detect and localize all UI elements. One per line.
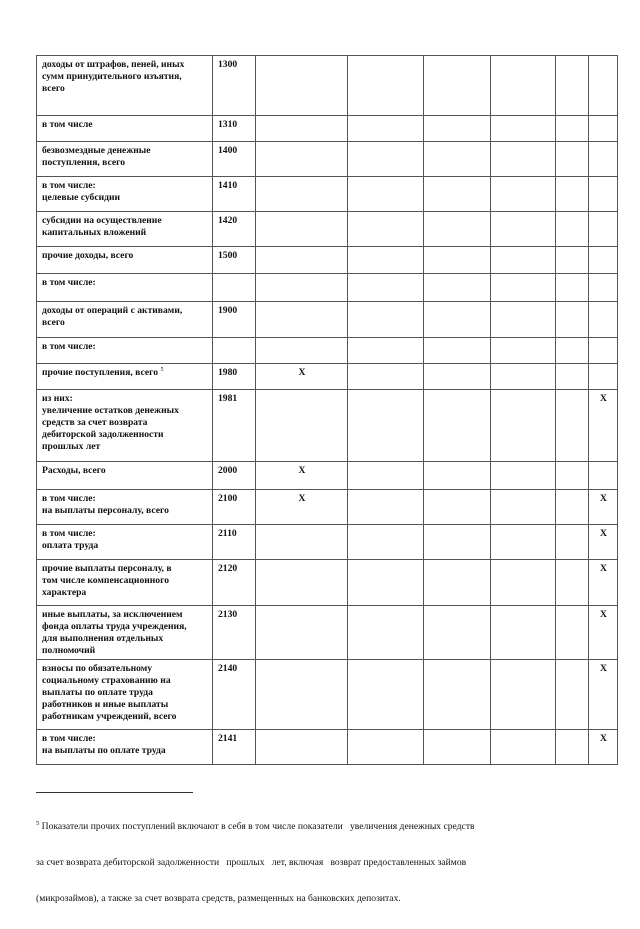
value-cell-col-6 (556, 525, 589, 560)
row-code: 1410 (213, 177, 256, 212)
value-cell-col-5 (491, 274, 556, 302)
value-cell-col-5 (491, 338, 556, 364)
footnote-number: 5 (36, 820, 40, 827)
value-cell-col-4 (424, 660, 491, 730)
value-cell-col-4 (424, 525, 491, 560)
row-code (213, 338, 256, 364)
row-indicator-name (37, 560, 213, 606)
value-cell-col-7 (589, 338, 618, 364)
financial-table (36, 55, 618, 765)
row-code: 2141 (213, 730, 256, 765)
row-indicator-name (37, 116, 213, 142)
value-cell-col-2: X (256, 490, 348, 525)
value-cell-col-7 (589, 116, 618, 142)
value-cell-col-3 (348, 247, 424, 274)
row-indicator-name (37, 462, 213, 490)
table-row (37, 560, 618, 606)
value-cell-col-2 (256, 274, 348, 302)
table-row (37, 302, 618, 338)
value-cell-col-2 (256, 560, 348, 606)
value-cell-col-2 (256, 177, 348, 212)
indicator-name-line: из них: (42, 393, 73, 404)
footnote-separator (36, 792, 193, 793)
indicator-name-line: всего (42, 83, 65, 94)
row-indicator-name (37, 525, 213, 560)
indicator-name-line: для выполнения отдельных (42, 633, 164, 644)
indicator-name-line: в том числе (42, 119, 93, 130)
value-cell-col-3 (348, 116, 424, 142)
value-cell-col-7: X (589, 490, 618, 525)
value-cell-col-4 (424, 390, 491, 462)
indicator-name-line: выплаты по оплате труда (42, 687, 153, 698)
value-cell-col-5 (491, 462, 556, 490)
table-row (37, 212, 618, 247)
row-code (213, 274, 256, 302)
row-indicator-name (37, 606, 213, 660)
value-cell-col-3 (348, 390, 424, 462)
value-cell-col-2: X (256, 364, 348, 390)
indicator-name-line: прочие доходы, всего (42, 250, 134, 261)
indicator-name-line: взносы по обязательному (42, 663, 153, 674)
indicator-name-line: характера (42, 587, 87, 598)
table-row (37, 660, 618, 730)
value-cell-col-2 (256, 606, 348, 660)
table-row (37, 525, 618, 560)
value-cell-col-6 (556, 490, 589, 525)
value-cell-col-7 (589, 274, 618, 302)
value-cell-col-5 (491, 560, 556, 606)
value-cell-col-3 (348, 462, 424, 490)
value-cell-col-3 (348, 364, 424, 390)
value-cell-col-3 (348, 274, 424, 302)
value-cell-col-6 (556, 302, 589, 338)
row-indicator-name (37, 274, 213, 302)
value-cell-col-6 (556, 660, 589, 730)
value-cell-col-5 (491, 525, 556, 560)
table-body (37, 56, 618, 765)
indicator-name-line: в том числе: (42, 493, 96, 504)
value-cell-col-7 (589, 364, 618, 390)
row-indicator-name (37, 247, 213, 274)
indicator-name-line: капитальных вложений (42, 227, 147, 238)
value-cell-col-2 (256, 525, 348, 560)
value-cell-col-3 (348, 606, 424, 660)
table-row (37, 462, 618, 490)
row-code: 2140 (213, 660, 256, 730)
indicator-name-line: увеличение остатков денежных (42, 405, 179, 416)
value-cell-col-5 (491, 142, 556, 177)
value-cell-col-5 (491, 247, 556, 274)
row-code: 2130 (213, 606, 256, 660)
row-code: 2100 (213, 490, 256, 525)
value-cell-col-2 (256, 247, 348, 274)
table-row (37, 338, 618, 364)
footnote (36, 797, 616, 929)
value-cell-col-2 (256, 390, 348, 462)
indicator-name-line: безвозмездные денежные (42, 145, 151, 156)
value-cell-col-3 (348, 525, 424, 560)
row-indicator-name (37, 177, 213, 212)
table-row (37, 490, 618, 525)
indicator-name-line: сумм принудительного изъятия, (42, 71, 182, 82)
indicator-name-line: прошлых лет (42, 441, 101, 452)
value-cell-col-6 (556, 142, 589, 177)
value-cell-col-6 (556, 462, 589, 490)
row-indicator-name (37, 390, 213, 462)
row-code: 1980 (213, 364, 256, 390)
indicator-name-line: доходы от штрафов, пеней, иных (42, 59, 185, 70)
row-indicator-name (37, 338, 213, 364)
value-cell-col-2 (256, 338, 348, 364)
indicator-name-line: на выплаты персоналу, всего (42, 505, 169, 516)
value-cell-col-7 (589, 56, 618, 116)
indicator-name-line: поступления, всего (42, 157, 126, 168)
row-indicator-name (37, 56, 213, 116)
indicator-name-line: фонда оплаты труда учреждения, (42, 621, 187, 632)
value-cell-col-4 (424, 247, 491, 274)
indicator-name-line: доходы от операций с активами, (42, 305, 183, 316)
value-cell-col-5 (491, 490, 556, 525)
value-cell-col-3 (348, 177, 424, 212)
value-cell-col-2 (256, 660, 348, 730)
row-code: 1400 (213, 142, 256, 177)
indicator-name-line: Расходы, всего (42, 465, 106, 476)
value-cell-col-7: X (589, 525, 618, 560)
value-cell-col-4 (424, 142, 491, 177)
value-cell-col-4 (424, 274, 491, 302)
value-cell-col-2 (256, 730, 348, 765)
value-cell-col-7 (589, 462, 618, 490)
value-cell-col-2: X (256, 462, 348, 490)
row-indicator-name (37, 364, 213, 390)
indicator-name-line: иные выплаты, за исключением (42, 609, 183, 620)
value-cell-col-5 (491, 364, 556, 390)
value-cell-col-3 (348, 56, 424, 116)
table-row (37, 364, 618, 390)
row-indicator-name (37, 490, 213, 525)
indicator-name-line: целевые субсидии (42, 192, 121, 203)
indicator-name-line: в том числе: (42, 528, 96, 539)
value-cell-col-2 (256, 56, 348, 116)
indicator-name-line: прочие поступления, всего $^5$ (42, 367, 164, 378)
value-cell-col-7 (589, 142, 618, 177)
value-cell-col-7: X (589, 730, 618, 765)
row-indicator-name (37, 142, 213, 177)
value-cell-col-5 (491, 660, 556, 730)
indicator-name-line: средств за счет возврата (42, 417, 148, 428)
indicator-name-line: том числе компенсационного (42, 575, 170, 586)
value-cell-col-3 (348, 490, 424, 525)
value-cell-col-6 (556, 247, 589, 274)
value-cell-col-5 (491, 177, 556, 212)
value-cell-col-3 (348, 338, 424, 364)
value-cell-col-6 (556, 730, 589, 765)
value-cell-col-4 (424, 338, 491, 364)
value-cell-col-4 (424, 177, 491, 212)
row-code: 1981 (213, 390, 256, 462)
indicator-name-line: в том числе: (42, 733, 96, 744)
indicator-name-line: работников и иные выплаты (42, 699, 169, 710)
table-row (37, 142, 618, 177)
value-cell-col-3 (348, 302, 424, 338)
row-code: 2000 (213, 462, 256, 490)
value-cell-col-5 (491, 606, 556, 660)
value-cell-col-3 (348, 730, 424, 765)
value-cell-col-4 (424, 606, 491, 660)
value-cell-col-3 (348, 142, 424, 177)
value-cell-col-2 (256, 142, 348, 177)
row-indicator-name (37, 302, 213, 338)
table-row (37, 247, 618, 274)
value-cell-col-2 (256, 116, 348, 142)
indicator-name-line: прочие выплаты персоналу, в (42, 563, 172, 574)
value-cell-col-7: X (589, 606, 618, 660)
value-cell-col-7 (589, 177, 618, 212)
value-cell-col-4 (424, 730, 491, 765)
footnote-line: (микрозаймов), а также за счет возврата средств, размещенных на банковских депозитах. (36, 893, 401, 904)
footnote-reference: 5 (160, 367, 164, 373)
value-cell-col-4 (424, 490, 491, 525)
value-cell-col-4 (424, 364, 491, 390)
value-cell-col-4 (424, 302, 491, 338)
value-cell-col-6 (556, 364, 589, 390)
indicator-name-line: полномочий (42, 645, 96, 656)
table-row (37, 56, 618, 116)
value-cell-col-5 (491, 212, 556, 247)
value-cell-col-3 (348, 660, 424, 730)
value-cell-col-6 (556, 177, 589, 212)
value-cell-col-7: X (589, 560, 618, 606)
indicator-name-line: на выплаты по оплате труда (42, 745, 166, 756)
row-indicator-name (37, 730, 213, 765)
value-cell-col-6 (556, 212, 589, 247)
value-cell-col-5 (491, 116, 556, 142)
indicator-name-line: дебиторской задолженности (42, 429, 164, 440)
table-row (37, 730, 618, 765)
indicator-name-line: в том числе: (42, 180, 96, 191)
footnote-line: за счет возврата дебиторской задолженности прошлых лет, включая возврат предоставленных займов (36, 857, 467, 868)
indicator-name-line: в том числе: (42, 341, 96, 352)
row-code: 2120 (213, 560, 256, 606)
value-cell-col-7 (589, 247, 618, 274)
indicator-name-line: социальному страхованию на (42, 675, 171, 686)
value-cell-col-4 (424, 116, 491, 142)
value-cell-col-4 (424, 212, 491, 247)
value-cell-col-6 (556, 274, 589, 302)
footnote-line: $^5$ Показатели прочих поступлений включают в себя в том числе показатели увеличения денежных средств (36, 820, 475, 832)
value-cell-col-3 (348, 560, 424, 606)
table-row (37, 116, 618, 142)
indicator-name-line: работникам учреждений, всего (42, 711, 177, 722)
row-code: 2110 (213, 525, 256, 560)
value-cell-col-6 (556, 338, 589, 364)
value-cell-col-7 (589, 302, 618, 338)
value-cell-col-2 (256, 212, 348, 247)
row-indicator-name (37, 660, 213, 730)
value-cell-col-4 (424, 462, 491, 490)
value-cell-col-7: X (589, 660, 618, 730)
table-row (37, 274, 618, 302)
value-cell-col-6 (556, 56, 589, 116)
value-cell-col-6 (556, 560, 589, 606)
table-row (37, 390, 618, 462)
value-cell-col-5 (491, 302, 556, 338)
row-indicator-name (37, 212, 213, 247)
indicator-name-line: оплата труда (42, 540, 99, 551)
indicator-name-line: всего (42, 317, 65, 328)
value-cell-col-4 (424, 560, 491, 606)
value-cell-col-5 (491, 390, 556, 462)
table-row (37, 177, 618, 212)
value-cell-col-7: X (589, 390, 618, 462)
value-cell-col-3 (348, 212, 424, 247)
row-code: 1310 (213, 116, 256, 142)
value-cell-col-5 (491, 730, 556, 765)
row-code: 1420 (213, 212, 256, 247)
table-row (37, 606, 618, 660)
value-cell-col-4 (424, 56, 491, 116)
indicator-name-line: в том числе: (42, 277, 96, 288)
value-cell-col-5 (491, 56, 556, 116)
value-cell-col-6 (556, 390, 589, 462)
row-code: 1900 (213, 302, 256, 338)
row-code: 1500 (213, 247, 256, 274)
row-code: 1300 (213, 56, 256, 116)
indicator-name-line: субсидии на осуществление (42, 215, 162, 226)
value-cell-col-6 (556, 606, 589, 660)
value-cell-col-2 (256, 302, 348, 338)
value-cell-col-7 (589, 212, 618, 247)
value-cell-col-6 (556, 116, 589, 142)
